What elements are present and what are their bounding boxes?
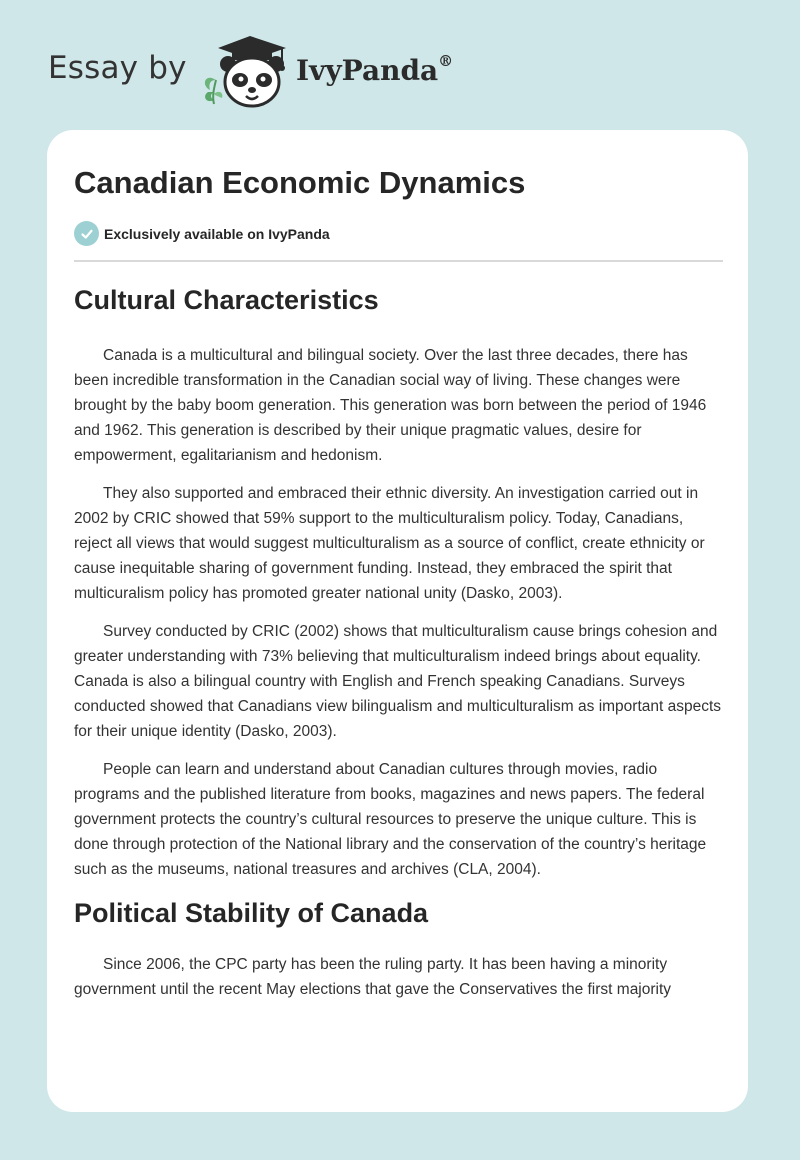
exclusive-badge xyxy=(74,221,330,246)
essay-card xyxy=(47,130,748,1112)
brand-text: IvyPanda xyxy=(296,54,439,87)
brand-name[interactable] xyxy=(296,51,454,87)
section-heading: Cultural Characteristics xyxy=(74,285,379,315)
paragraph: Survey conducted by CRIC (2002) shows that multiculturalism cause brings cohesion and greater understanding with 73% believing that multiculturalism indeed brings about equality. Canada is also a bilingual country with English and French speaking Canadians. Surveys conducted showed that Canadians view bilingualism and multiculturalism as important aspects for their unique identity (Dasko, 2003). xyxy=(74,623,722,740)
section-heading: Political Stability of Canada xyxy=(74,898,429,928)
paragraph: Canada is a multicultural and bilingual society. Over the last three decades, there has been incredible transformation in the Canadian social way of living. These changes were brought by the baby boom generation. This generation was born between the period of 1946 and 1962. This generation is described by their unique pragmatic values, desire for empowerment, egalitarianism and hedonism. xyxy=(74,347,707,464)
paragraph: People can learn and understand about Canadian cultures through movies, radio programs and the published literature from books, magazines and news papers. The federal government protects the country’s cultural resources to preserve the unique culture. This is done through protection of the National library and the conservation of the country’s heritage such as the museums, national treasures and archives (CLA, 2004). xyxy=(74,761,707,878)
title-divider xyxy=(74,260,723,262)
registered-mark: ® xyxy=(438,51,454,70)
exclusive-badge-text: Exclusively available on IvyPanda xyxy=(104,225,330,242)
essay-by-label: Essay by xyxy=(48,50,187,86)
paragraph: They also supported and embraced their ethnic diversity. An investigation carried out in 2002 by CRIC showed that 59% support to the multiculturalism policy. Today, Canadians, reject all views that would suggest multiculturalism as a source of conflict, create ethnicity or cause inequitable sharing of government funding. Instead, they embraced the spirit that multicuralism policy has promoted greater national unity (Dasko, 2003). xyxy=(74,485,705,602)
essay-title: Canadian Economic Dynamics xyxy=(74,165,526,200)
site-header xyxy=(0,0,800,120)
paragraph: Since 2006, the CPC party has been the ruling party. It has been having a minority government until the recent May elections that gave the Conservatives the first majority xyxy=(74,956,672,998)
panda-graduate-icon[interactable] xyxy=(198,34,294,110)
essay-body xyxy=(74,282,724,1015)
check-icon xyxy=(74,221,99,246)
